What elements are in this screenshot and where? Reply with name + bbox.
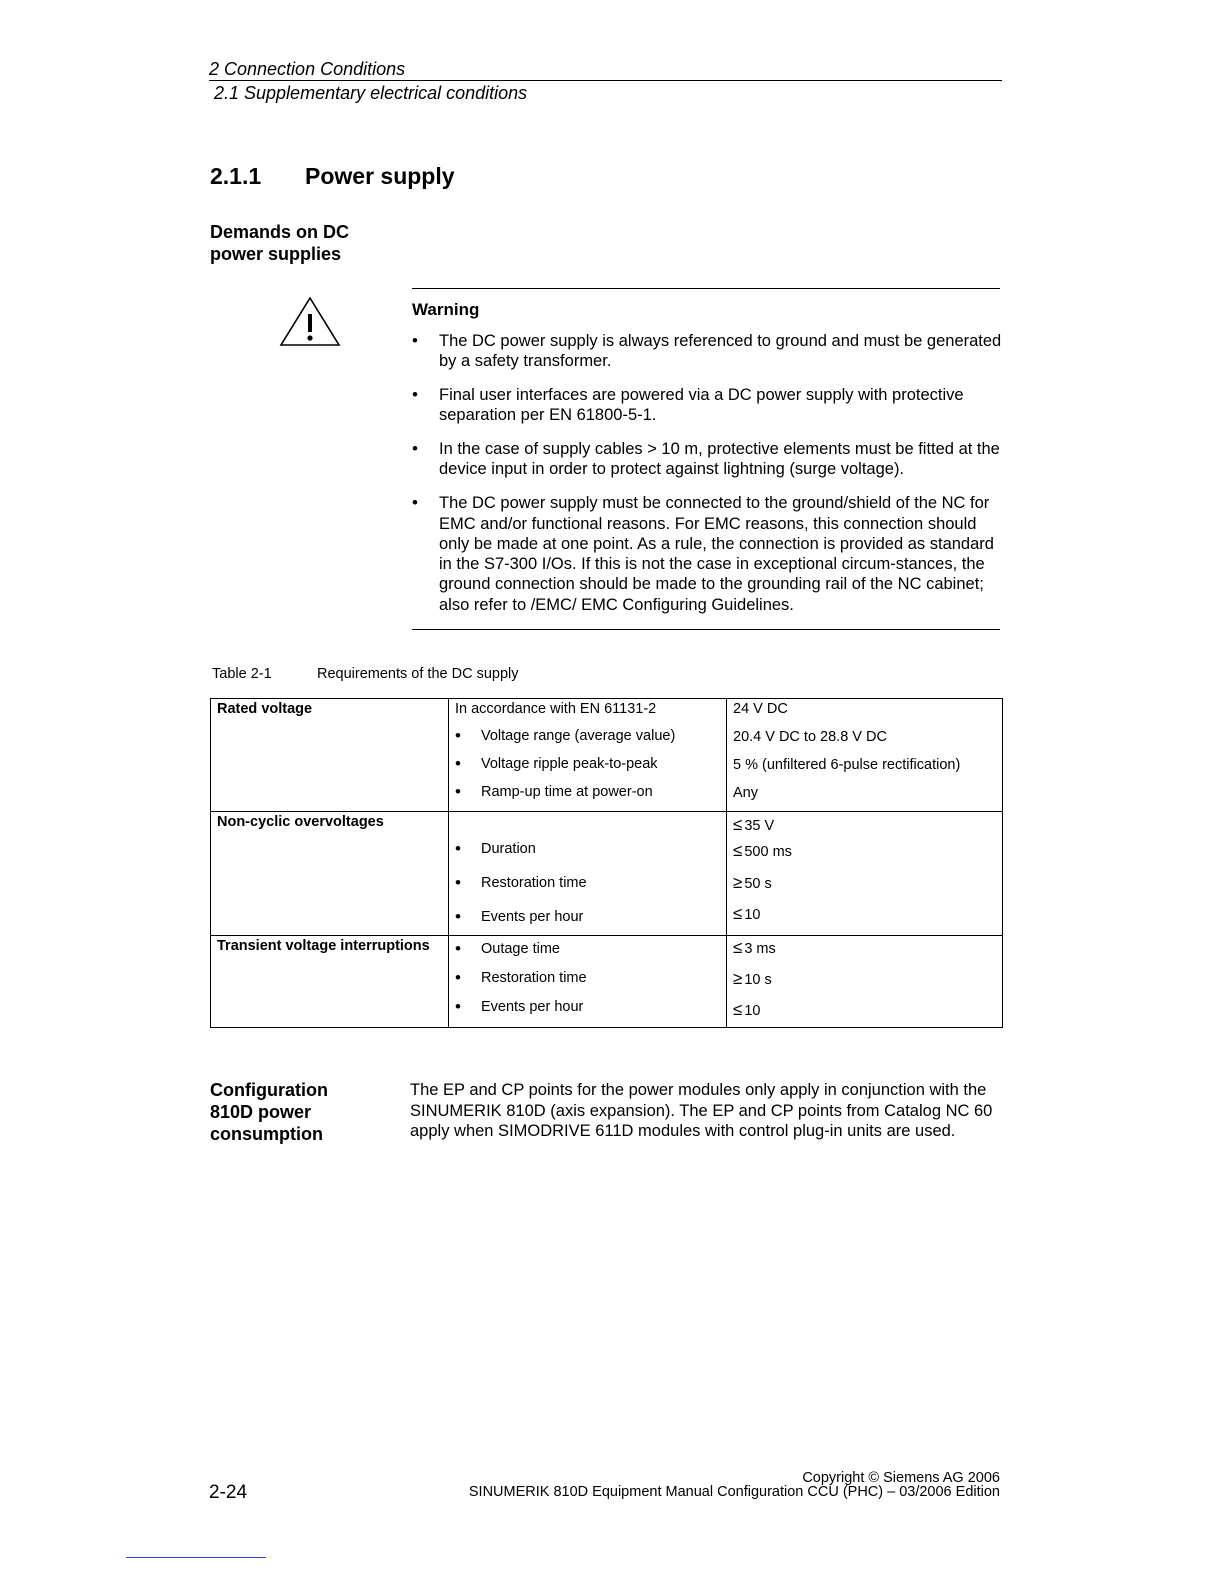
value-text: 10 s [744,972,772,988]
row-label: Transient voltage interruptions [217,938,430,954]
value-text: 10 [744,907,761,923]
table-caption-label: Table 2-1 [212,666,272,682]
dc-supply-requirements-table [210,698,1003,1028]
value-item [733,873,996,894]
warning-item: • In the case of supply cables > 10 m, protective elements must be fitted at the device input in order to protect against lightning (surge voltage). [412,439,1002,480]
warning-item: • The DC power supply is always referenced to ground and must be generated by a safety transformer. [412,331,1002,372]
warning-top-rule [412,288,1000,289]
value-item: Any [733,785,758,801]
running-header-chapter: 2 Connection Conditions [209,59,406,79]
table-cell-value [727,936,1003,1028]
table-row [211,936,1003,1028]
table-row [211,812,1003,936]
less-equal-symbol: ≤ [733,841,743,860]
header-rule [209,80,1002,81]
desc-item: • Events per hour [455,999,720,1019]
desc-item: • Events per hour [455,909,720,929]
value-item: 20.4 V DC to 28.8 V DC [733,729,887,745]
less-equal-symbol: ≤ [733,815,743,834]
demands-side-heading [210,221,349,265]
desc-item: • Voltage range (average value) [455,728,720,748]
warning-bottom-rule [412,629,1000,630]
config-heading-line-1: Configuration [210,1080,328,1100]
page-number: 2-24 [209,1482,248,1503]
config-paragraph: The EP and CP points for the power modules only apply in conjunction with the SINUMERIK 810D (axis expansion). The EP and CP points from Catalog NC 60 apply when SIMODRIVE 611D modules with control plug-in units are used. [410,1081,993,1140]
greater-equal-symbol: ≥ [733,969,743,988]
value-item [733,969,996,990]
row-label: Rated voltage [217,701,313,717]
table-cell-desc [449,936,727,1028]
less-equal-symbol: ≤ [733,904,743,923]
value-item [733,1000,996,1021]
desc-item: • Restoration time [455,970,720,990]
value-item [733,938,996,959]
value-item [733,841,996,862]
desc-item: • Outage time [455,941,720,961]
running-header-section: 2.1 Supplementary electrical conditions [214,83,528,103]
value-text: 500 ms [744,844,792,860]
table-cell-desc [449,812,727,936]
value-item: 5 % (unfiltered 6-pulse rectification) [733,757,961,773]
warning-item: • The DC power supply must be connected to the ground/shield of the NC for EMC and/or functional reasons. For EMC reasons, this connection should only be made at one point. As a rule, the connection is provided as standard in the S7-300 I/Os. If this is not the case in exceptional circum-stances, the ground connection should be made to the grounding rail of the NC cabinet; also refer to /EMC/ EMC Configuring Guidelines. [412,493,1002,615]
table-cell-label [211,812,449,936]
demands-heading-line-2: power supplies [210,244,342,264]
value-text: 3 ms [744,941,776,957]
greater-equal-symbol: ≥ [733,873,743,892]
desc-item: • Duration [455,841,720,861]
warning-title: Warning [412,300,480,319]
value-text: 50 s [744,876,772,892]
table-cell-value [727,699,1003,812]
warning-item: • Final user interfaces are powered via a DC power supply with protective separation per EN 61800-5-1. [412,385,1002,426]
value-text: 35 V [744,818,775,834]
demands-heading-line-1: Demands on DC [210,222,350,242]
desc-item: • Restoration time [455,875,720,895]
footer-title: SINUMERIK 810D Equipment Manual Configuration CCU (PHC) – 03/2006 Edition [468,1484,1000,1500]
desc-header: In accordance with EN 61131-2 [455,701,657,717]
table-cell-value [727,812,1003,936]
table-row [211,699,1003,812]
value-header: 24 V DC [733,701,788,717]
table-cell-desc [449,699,727,812]
config-heading-line-2: 810D power [210,1102,312,1122]
footer-copyright: Copyright © Siemens AG 2006 [802,1470,1000,1486]
value-text: 10 [744,1003,761,1019]
less-equal-symbol: ≤ [733,1000,743,1019]
desc-item: • Ramp-up time at power-on [455,784,720,804]
desc-item: • Voltage ripple peak-to-peak [455,756,720,776]
value-header [733,815,996,836]
table-caption-title: Requirements of the DC supply [317,666,519,682]
section-number: 2.1.1 [210,163,262,189]
less-equal-symbol: ≤ [733,938,743,957]
bottom-link-underline [126,1557,266,1558]
warning-triangle-icon [278,295,342,349]
value-item [733,904,996,925]
config-side-heading [210,1079,328,1145]
section-title: Power supply [305,163,455,189]
row-label: Non-cyclic overvoltages [217,814,384,830]
table-cell-label [211,699,449,812]
table-cell-label [211,936,449,1028]
warning-list [412,331,1002,629]
config-heading-line-3: consumption [210,1124,323,1144]
